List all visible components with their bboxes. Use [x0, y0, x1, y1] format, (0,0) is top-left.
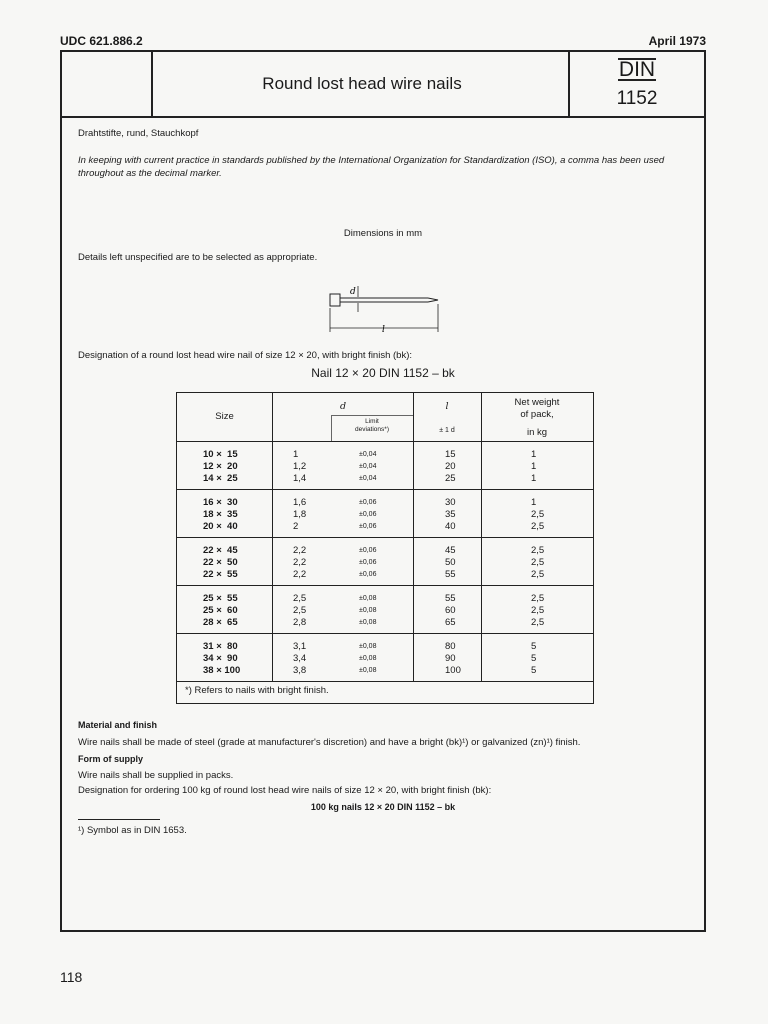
d-values: 1,6 1,8 2 — [293, 497, 307, 532]
col-weight-unit: in kg — [526, 427, 548, 438]
l-values: 15 20 25 — [445, 449, 456, 484]
tol-values: ±0,06 ±0,06 ±0,06 — [359, 547, 377, 578]
order-designation-code: 100 kg nails 12 × 20 DIN 1152 – bk — [310, 802, 456, 812]
title-block — [62, 52, 704, 118]
size-values: 10 × 15 12 × 20 14 × 25 — [203, 449, 238, 484]
size-values: 31 × 80 34 × 90 38 × 100 — [203, 641, 241, 676]
col-limit-header: Limit deviations*) — [355, 418, 389, 433]
l-values: 30 35 40 — [445, 497, 456, 532]
d-values: 2,2 2,2 2,2 — [293, 545, 307, 580]
udc-number: UDC 621.886.2 — [60, 34, 143, 48]
page-title: Round lost head wire nails — [262, 74, 462, 93]
german-title: Drahtstifte, rund, Stauchkopf — [78, 128, 199, 139]
d-values: 2,5 2,5 2,8 — [293, 593, 307, 628]
table-footnote: *) Refers to nails with bright finish. — [185, 685, 329, 696]
title-block-left-cell — [62, 52, 153, 116]
size-values: 16 × 30 18 × 35 20 × 40 — [203, 497, 238, 532]
l-values: 80 90 100 — [445, 641, 461, 676]
weight-values: 1 2,5 2,5 — [531, 497, 545, 532]
weight-values: 5 5 5 — [531, 641, 537, 676]
weight-values: 2,5 2,5 2,5 — [531, 593, 545, 628]
nail-diagram — [324, 280, 444, 340]
col-l-tol-header: ± 1 d — [439, 427, 455, 434]
l-values: 45 50 55 — [445, 545, 456, 580]
footnote-rule — [78, 819, 160, 820]
col-l-header: l — [445, 401, 449, 412]
din-number: 1152 — [616, 88, 658, 109]
tol-values: ±0,06 ±0,06 ±0,06 — [359, 499, 377, 530]
dimensions-note: Dimensions in mm — [343, 228, 423, 239]
din-logo: DIN — [618, 58, 656, 81]
weight-values: 1 1 1 — [531, 449, 537, 484]
size-values: 22 × 45 22 × 50 22 × 55 — [203, 545, 238, 580]
col-weight-header: Net weight of pack, — [514, 397, 560, 420]
publication-date: April 1973 — [648, 34, 706, 48]
details-note: Details left unspecified are to be selected as appropriate. — [78, 252, 318, 263]
d-values: 3,1 3,4 3,8 — [293, 641, 307, 676]
iso-note: In keeping with current practice in standards published by the International Organization for Standardization (ISO), a comma has been used throughout as the decimal marker. — [78, 155, 665, 179]
d-label: d — [350, 287, 356, 297]
l-values: 55 60 65 — [445, 593, 456, 628]
supply-text-1: Wire nails shall be supplied in packs. — [78, 770, 234, 781]
supply-text-2: Designation for ordering 100 kg of round lost head wire nails of size 12 × 20, with bright finish (bk): — [78, 785, 492, 796]
col-d-header: d — [339, 401, 347, 412]
symbol-footnote: ¹) Symbol as in DIN 1653. — [78, 825, 187, 836]
standard-sheet — [60, 50, 706, 932]
tol-values: ±0,08 ±0,08 ±0,08 — [359, 643, 377, 674]
supply-heading: Form of supply — [78, 754, 143, 764]
designation-code: Nail 12 × 20 DIN 1152 – bk — [311, 366, 455, 380]
page-number: 118 — [60, 969, 83, 985]
l-label: l — [382, 325, 385, 335]
dimensions-table — [176, 392, 594, 704]
size-values: 25 × 55 25 × 60 28 × 65 — [203, 593, 238, 628]
col-size-header: Size — [215, 411, 234, 422]
din-logo-cell — [568, 52, 704, 116]
tol-values: ±0,04 ±0,04 ±0,04 — [359, 451, 377, 482]
weight-values: 2,5 2,5 2,5 — [531, 545, 545, 580]
tol-values: ±0,08 ±0,08 ±0,08 — [359, 595, 377, 626]
material-heading: Material and finish — [78, 720, 158, 730]
designation-text: Designation of a round lost head wire nail of size 12 × 20, with bright finish (bk): — [78, 350, 413, 361]
d-values: 1 1,2 1,4 — [293, 449, 307, 484]
material-text: Wire nails shall be made of steel (grade at manufacturer's discretion) and have a bright (bk)¹) or galvanized (zn)¹) finish. — [78, 737, 581, 748]
